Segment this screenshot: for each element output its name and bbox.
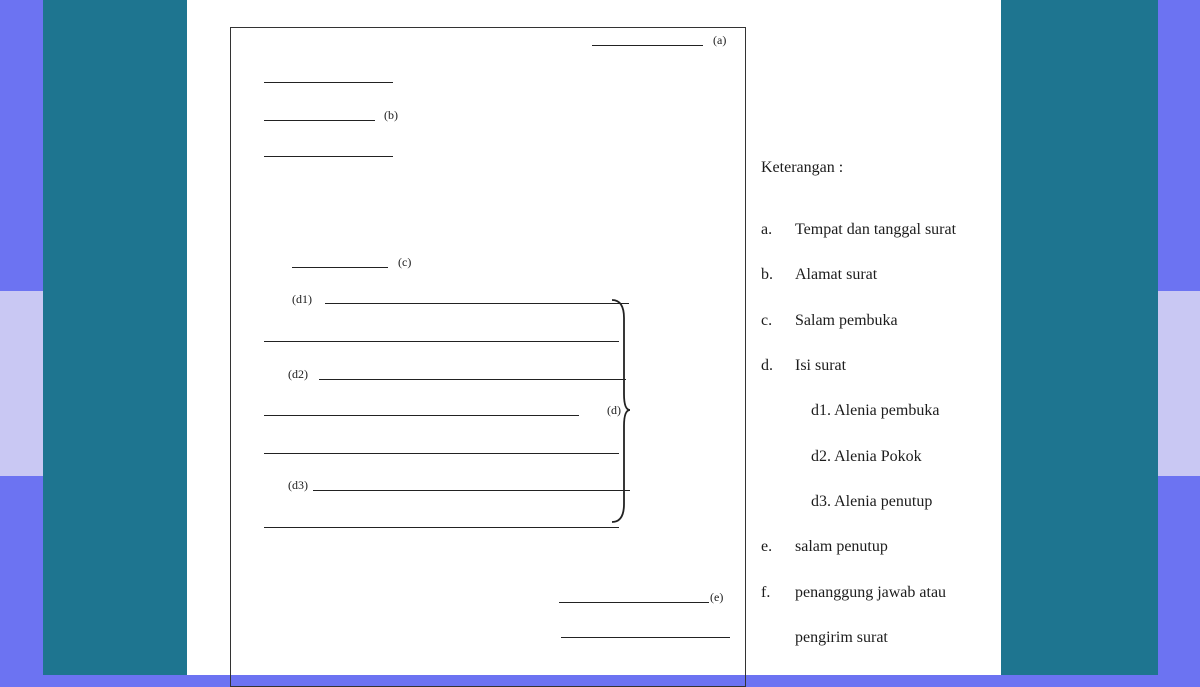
curly-brace-icon	[606, 298, 636, 524]
marker-d: (d)	[607, 403, 621, 417]
marker-a: (a)	[713, 33, 727, 47]
body-line-2	[264, 341, 619, 342]
closing-line	[559, 602, 709, 603]
marker-e: (e)	[710, 590, 724, 604]
letter-format-diagram	[230, 27, 746, 687]
body-line-1	[325, 303, 629, 304]
legend-text: pengirim surat	[795, 629, 888, 646]
marker-b: (b)	[384, 108, 398, 122]
body-line-5	[264, 453, 619, 454]
address-line-3	[264, 156, 393, 157]
address-line-1	[264, 82, 393, 83]
address-line-2	[264, 120, 375, 121]
body-line-6	[313, 490, 630, 491]
legend-key: d.	[761, 357, 773, 374]
legend-text: Isi surat	[795, 357, 847, 374]
legend-text: d2. Alenia Pokok	[811, 448, 922, 465]
legend-text: penanggung jawab atau	[795, 584, 947, 601]
signature-line	[561, 637, 730, 638]
date-line	[592, 45, 703, 46]
body-line-3	[319, 379, 626, 380]
body-line-4	[264, 415, 579, 416]
legend-key: a.	[761, 221, 773, 238]
legend-text: salam penutup	[795, 538, 888, 555]
salutation-line	[292, 267, 388, 268]
left-panel	[43, 0, 187, 675]
legend-text: d3. Alenia penutup	[811, 493, 933, 510]
body-line-7	[264, 527, 619, 528]
legend-key: c.	[761, 312, 773, 329]
marker-d3: (d3)	[288, 478, 308, 492]
right-panel	[1001, 0, 1158, 675]
marker-c: (c)	[398, 255, 412, 269]
legend-key: e.	[761, 538, 773, 555]
legend-title: Keterangan :	[761, 159, 844, 176]
legend-text: d1. Alenia pembuka	[811, 402, 940, 419]
marker-d2: (d2)	[288, 367, 308, 381]
marker-d1: (d1)	[292, 292, 312, 306]
legend-text: Tempat dan tanggal surat	[795, 221, 957, 238]
legend-key: b.	[761, 266, 773, 283]
legend-key: f.	[761, 584, 771, 601]
legend-text: Salam pembuka	[795, 312, 898, 329]
legend-text: Alamat surat	[795, 266, 878, 283]
